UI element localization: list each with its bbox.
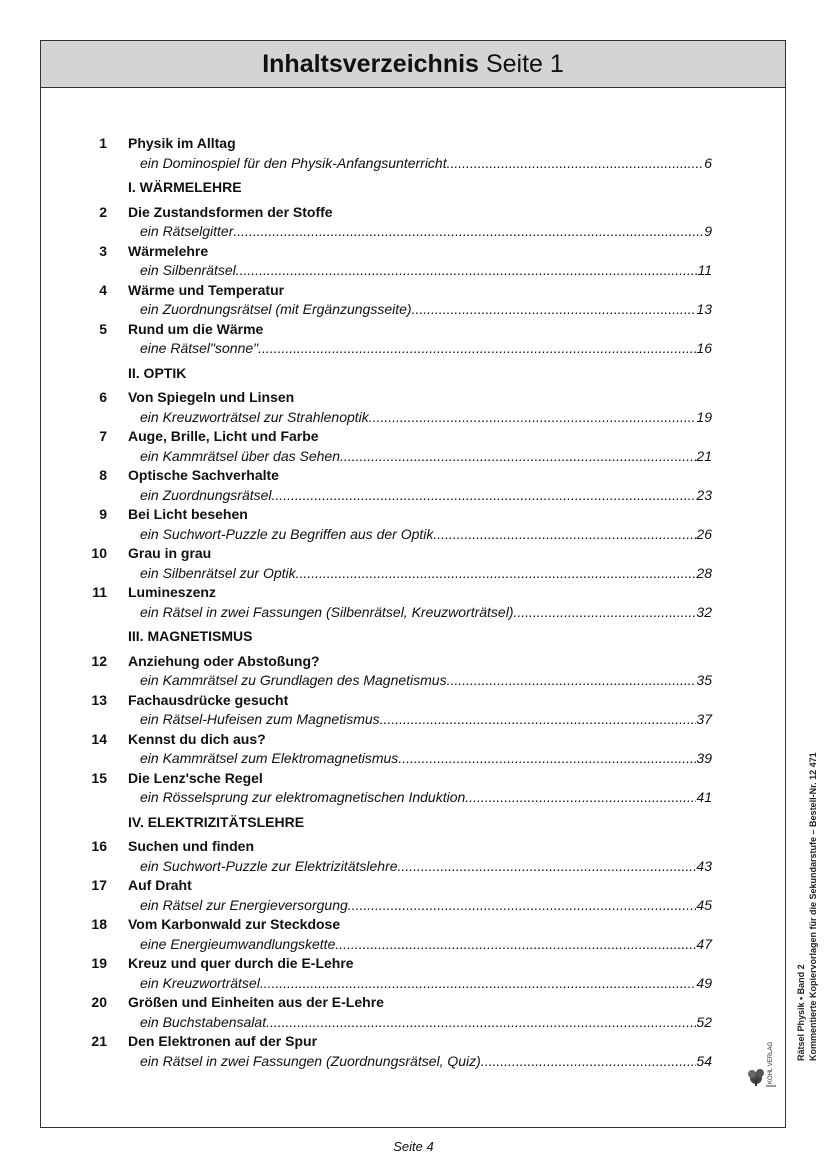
section-label: III. MAGNETISMUS [128,628,253,644]
entry-number: 17 [91,877,107,893]
toc-entry-sub-row [41,564,787,584]
entry-description: ein Rätsel-Hufeisen zum Magnetismus [140,711,380,727]
entry-number: 16 [91,838,107,854]
entry-description: eine Energieumwandlungskette [140,935,336,952]
entry-description: ein Kammrätsel über das Sehen [140,447,340,464]
tree-logo-icon [746,1040,778,1090]
toc-entry-title-row [41,388,787,408]
entry-page-number: 47 [696,935,712,952]
side-publisher-info [789,701,821,1131]
toc-entry-sub-row [41,339,787,359]
toc-entry-title-row [41,915,787,935]
side-line-1: Rätsel Physik • Band 2 [796,964,806,1061]
toc-entry-title-row [41,652,787,672]
entry-page-number: 11 [697,262,712,278]
section-label: II. OPTIK [128,364,187,381]
entry-number: 1 [99,135,107,151]
toc-entry-sub-row [41,896,787,916]
entry-description: ein Dominospiel für den Physik-Anfangsunterricht [140,154,447,171]
entry-title: Auge, Brille, Licht und Farbe [128,428,319,444]
entry-description: ein Kreuzworträtsel zur Strahlenoptik [140,408,369,425]
entry-title: Suchen und finden [128,838,254,854]
toc-entry-sub-row [41,974,787,994]
dot-leader [481,1052,697,1072]
entry-page-number: 9 [704,223,712,239]
toc-entry-sub-row [41,300,787,320]
entry-description: ein Rösselsprung zur elektromagnetischen Induktion [140,789,466,805]
entry-number: 5 [99,320,107,337]
entry-page-number: 19 [696,408,712,425]
page-frame [40,40,818,1128]
entry-description: ein Suchwort-Puzzle zur Elektrizitätslehre [140,857,398,874]
entry-title: Physik im Alltag [128,135,236,151]
entry-description: ein Zuordnungsrätsel (mit Ergänzungsseite) [140,301,412,317]
entry-description: ein Rätsel zur Energieversorgung [140,896,348,913]
dot-leader [465,788,696,808]
entry-number: 12 [91,652,107,669]
toc-entry-sub-row [41,525,787,545]
entry-description: ein Kammrätsel zu Grundlagen des Magnetismus [140,672,447,688]
entry-page-number: 32 [696,603,712,620]
entry-title: Auf Draht [128,877,192,893]
entry-title: Wärmelehre [128,242,209,259]
section-label: IV. ELEKTRIZITÄTSLEHRE [128,813,305,830]
entry-number: 7 [99,428,107,444]
entry-page-number: 6 [704,154,712,171]
toc-entry-sub-row [41,1013,787,1033]
entry-number: 9 [99,506,107,522]
entry-page-number: 21 [696,447,712,464]
toc-entry-title-row [41,1032,787,1052]
entry-title: Die Lenz'sche Regel [128,769,263,786]
toc-entry-title-row [41,993,787,1013]
dot-leader [236,261,698,281]
entry-page-number: 13 [696,301,712,317]
toc-entry-title-row [41,320,787,340]
toc-entry-sub-row [41,935,787,955]
logo-text: KOHL VERLAG [768,1041,774,1084]
entry-number: 18 [91,916,107,932]
entry-number: 2 [99,203,107,220]
toc-entry-title-row [41,691,787,711]
entry-title: Den Elektronen auf der Spur [128,1033,318,1049]
toc-entry-sub-row [41,447,787,467]
toc-entry-sub-row [41,788,787,808]
entry-description: ein Rätsel in zwei Fassungen (Zuordnungsrätsel, Quiz) [140,1052,481,1069]
entry-page-number: 49 [696,974,712,991]
entry-number: 11 [92,584,107,600]
entry-title: Rund um die Wärme [128,320,264,337]
entry-page-number: 45 [696,896,712,913]
dot-leader [296,564,697,584]
entry-title: Kennst du dich aus? [128,730,266,747]
section-heading [41,364,787,384]
entry-description: ein Kreuzworträtsel [140,974,260,991]
toc-entry-title-row [41,203,787,223]
toc-entry-title-row [41,954,787,974]
entry-page-number: 39 [696,750,712,766]
toc-entry-sub-row [41,603,787,623]
toc-entry-title-row [41,242,787,262]
entry-description: ein Zuordnungsrätsel [140,486,272,503]
entry-title: Anziehung oder Abstoßung? [128,652,320,669]
entry-number: 13 [91,691,107,708]
entry-description: ein Buchstabensalat [140,1013,267,1030]
toc-entry-sub-row [41,154,787,174]
entry-description: eine Rätsel"sonne" [140,340,259,356]
dot-leader [260,974,697,994]
entry-number: 21 [91,1033,107,1049]
toc-entry-title-row [41,583,787,603]
dot-leader [340,447,696,467]
dot-leader [398,857,697,877]
entry-number: 8 [99,467,107,483]
entry-number: 15 [91,769,107,786]
entry-title: Grau in grau [128,545,212,561]
entry-number: 10 [91,545,107,561]
entry-title: Lumineszenz [128,584,216,600]
dot-leader [272,486,697,506]
toc-entry-title-row [41,134,787,154]
toc-entry-title-row [41,769,787,789]
entry-description: ein Rätselgitter [140,223,234,239]
dot-leader [447,154,705,174]
entry-page-number: 54 [696,1052,712,1069]
toc-entry-title-row [41,281,787,301]
section-heading [41,627,787,647]
dot-leader [412,300,697,320]
toc-entry-title-row [41,837,787,857]
entry-page-number: 28 [696,564,712,581]
entry-page-number: 43 [696,857,712,874]
table-of-contents [41,134,787,1071]
side-line-2: Kommentierte Kopiervorlagen für die Sekundarstufe – Bestell-Nr. 12 471 [808,752,818,1061]
entry-description: ein Kammrätsel zum Elektromagnetismus [140,750,399,766]
section-heading [41,178,787,198]
entry-description: ein Silbenrätsel zur Optik [140,564,296,581]
toc-entry-title-row [41,544,787,564]
entry-page-number: 26 [696,525,712,542]
entry-number: 14 [91,730,107,747]
entry-page-number: 35 [696,672,712,688]
toc-entry-sub-row [41,408,787,428]
entry-title: Von Spiegeln und Linsen [128,389,295,405]
dot-leader [514,603,697,623]
entry-title: Kreuz und quer durch die E-Lehre [128,955,354,971]
dot-leader [380,710,697,730]
dot-leader [233,222,704,242]
toc-entry-title-row [41,876,787,896]
toc-entry-title-row [41,466,787,486]
entry-number: 6 [99,389,107,405]
entry-description: ein Silbenrätsel [140,262,236,278]
dot-leader [348,896,697,916]
toc-entry-sub-row [41,486,787,506]
entry-number: 4 [99,281,107,298]
entry-number: 3 [99,242,107,259]
entry-title: Bei Licht besehen [128,506,248,522]
entry-title: Fachausdrücke gesucht [128,691,289,708]
side-text [795,701,827,1061]
section-label: I. WÄRMELEHRE [128,179,242,195]
toc-entry-title-row [41,427,787,447]
title-main: Inhaltsverzeichnis [262,49,479,78]
toc-entry-sub-row [41,749,787,769]
toc-entry-sub-row [41,261,787,281]
entry-page-number: 37 [696,711,712,727]
title-bar [41,41,785,88]
entry-page-number: 41 [696,789,712,805]
entry-page-number: 16 [696,340,712,356]
toc-entry-title-row [41,505,787,525]
publisher-logo [746,1040,778,1090]
toc-entry-sub-row [41,671,787,691]
entry-title: Größen und Einheiten aus der E-Lehre [128,994,384,1010]
entry-page-number: 52 [696,1013,712,1030]
entry-description: ein Suchwort-Puzzle zu Begriffen aus der Optik [140,525,434,542]
dot-leader [433,525,696,545]
section-heading [41,813,787,833]
entry-title: Wärme und Temperatur [128,281,285,298]
toc-entry-sub-row [41,710,787,730]
toc-entry-title-row [41,730,787,750]
title-sub: Seite 1 [485,49,564,78]
dot-leader [258,339,696,359]
dot-leader [266,1013,696,1033]
dot-leader [335,935,696,955]
entry-page-number: 23 [696,486,712,503]
entry-description: ein Rätsel in zwei Fassungen (Silbenrätsel, Kreuzworträtsel) [140,603,514,620]
dot-leader [369,408,697,428]
entry-number: 20 [91,994,107,1010]
entry-number: 19 [91,955,107,971]
dot-leader [398,749,696,769]
entry-title: Die Zustandsformen der Stoffe [128,203,333,220]
toc-entry-sub-row [41,222,787,242]
entry-title: Vom Karbonwald zur Steckdose [128,916,341,932]
toc-entry-sub-row [41,857,787,877]
toc-entry-sub-row [41,1052,787,1072]
dot-leader [447,671,697,691]
page-footer: Seite 4 [393,1139,434,1154]
entry-title: Optische Sachverhalte [128,467,279,483]
